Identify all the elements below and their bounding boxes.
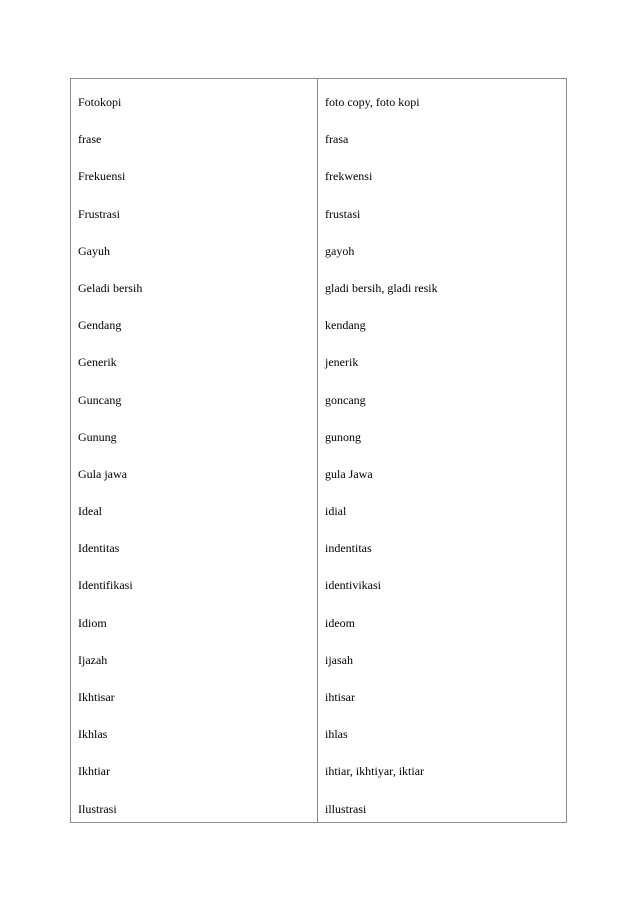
nonstandard-word-cell: ijasah (325, 652, 353, 667)
table-row (71, 718, 566, 755)
standard-word-cell: Ikhtiar (78, 764, 110, 779)
nonstandard-word-cell: identivikasi (325, 578, 381, 593)
standard-word-cell: Fotokopi (78, 95, 122, 109)
table-row (71, 160, 566, 197)
table-row (71, 123, 566, 160)
standard-word-cell: Ideal (78, 504, 102, 519)
table-row (71, 681, 566, 718)
standard-word-cell: Gendang (78, 318, 122, 333)
nonstandard-word-cell: ideom (325, 615, 355, 630)
table-row (71, 86, 566, 123)
table-row (71, 755, 566, 792)
table-row (71, 272, 566, 309)
table-row (71, 607, 566, 644)
nonstandard-word-cell: frekwensi (325, 169, 373, 184)
table-row (71, 309, 566, 346)
nonstandard-word-cell: frasa (325, 132, 349, 147)
standard-word-cell: Ikhlas (78, 727, 108, 742)
nonstandard-word-cell: ihlas (325, 727, 348, 742)
table-row (71, 346, 566, 383)
standard-word-cell: Frekuensi (78, 169, 126, 184)
nonstandard-word-cell: gula Jawa (325, 466, 373, 481)
nonstandard-word-cell: gunong (325, 429, 361, 444)
nonstandard-word-cell: ihtisar (325, 690, 355, 704)
standard-word-cell: frase (78, 132, 102, 147)
table-row (71, 235, 566, 272)
standard-word-cell: Identitas (78, 541, 120, 556)
standard-word-cell: Guncang (78, 392, 122, 407)
standard-word-cell: Frustrasi (78, 206, 120, 221)
nonstandard-word-cell: goncang (325, 392, 366, 407)
standard-word-cell: Identifikasi (78, 578, 133, 593)
standard-word-cell: Ilustrasi (78, 801, 117, 816)
table-row (71, 569, 566, 606)
nonstandard-word-cell: ihtiar, ikhtiyar, iktiar (325, 764, 425, 779)
nonstandard-word-cell: idial (325, 504, 347, 519)
standard-word-cell: Gayuh (78, 243, 110, 258)
table-row (71, 644, 566, 681)
table-row (71, 793, 566, 830)
table-row (71, 198, 566, 235)
nonstandard-word-cell: foto copy, foto kopi (325, 95, 420, 109)
nonstandard-word-cell: frustasi (325, 206, 361, 221)
table-row (71, 532, 566, 569)
standard-word-cell: Generik (78, 355, 117, 370)
standard-word-cell: Ikhtisar (78, 690, 115, 704)
table-row (71, 458, 566, 495)
nonstandard-word-cell: jenerik (325, 355, 359, 370)
standard-word-cell: Gunung (78, 429, 117, 444)
table-row (71, 384, 566, 421)
nonstandard-word-cell: gladi bersih, gladi resik (325, 280, 438, 295)
nonstandard-word-cell: illustrasi (325, 801, 367, 816)
nonstandard-word-cell: kendang (325, 318, 366, 333)
nonstandard-word-cell: indentitas (325, 541, 372, 556)
nonstandard-word-cell: gayoh (325, 243, 355, 258)
standard-word-cell: Ijazah (78, 652, 108, 667)
standard-word-cell: Gula jawa (78, 466, 127, 481)
table-row (71, 495, 566, 532)
word-table (70, 78, 567, 823)
table-rows (71, 86, 566, 830)
standard-word-cell: Idiom (78, 615, 107, 630)
table-row (71, 421, 566, 458)
standard-word-cell: Geladi bersih (78, 280, 143, 295)
